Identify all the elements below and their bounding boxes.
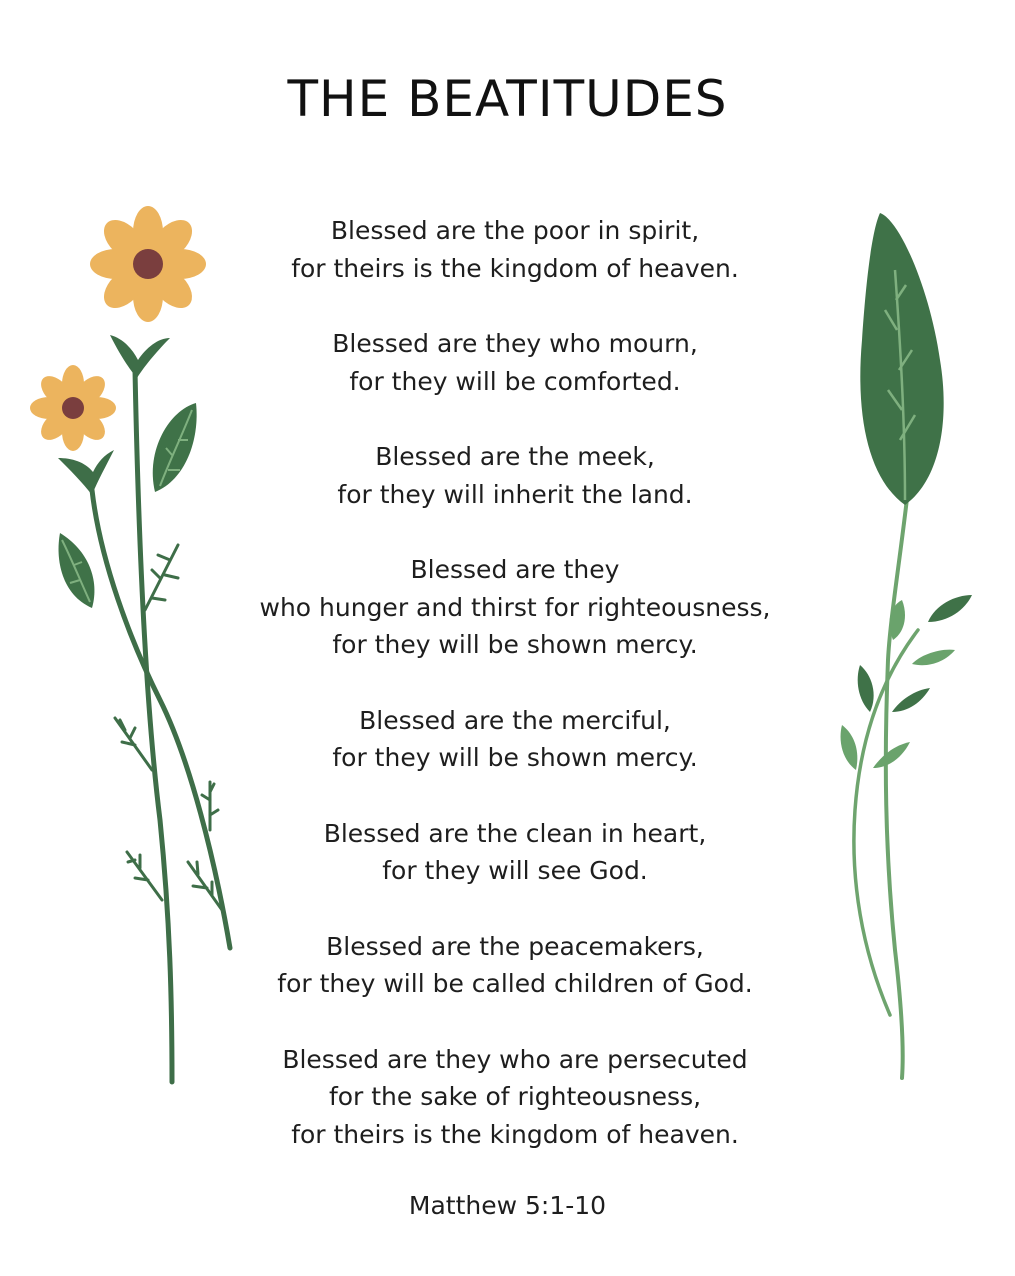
- verse-line: Blessed are the peacemakers,: [326, 931, 704, 961]
- verse-line: for the sake of righteousness,: [328, 1082, 702, 1111]
- small-leaf: [873, 742, 910, 768]
- verse-line: for they will be shown mercy.: [332, 743, 698, 772]
- verse-line: who hunger and thirst for righteousness,: [259, 592, 771, 622]
- verse-line: Blessed are the meek,: [375, 442, 655, 471]
- verse-line: Blessed are the poor in spirit,: [330, 216, 700, 245]
- small-flower-sepal: [58, 450, 114, 495]
- verse-line: for theirs is the kingdom of heaven.: [291, 1119, 739, 1149]
- left-tall-flower: [90, 206, 206, 1082]
- beatitudes-list: [215, 212, 815, 1191]
- left-twigs: [115, 545, 222, 910]
- verse-line: for they will be shown mercy.: [332, 630, 698, 659]
- verse-line: Blessed are the clean in heart,: [323, 818, 707, 848]
- verse: [215, 551, 815, 664]
- small-leaf: [841, 725, 858, 770]
- verse-line: Blessed are the merciful,: [359, 705, 671, 735]
- right-large-leaf: [860, 213, 943, 1078]
- verse: [215, 325, 815, 400]
- verse-line: for they will see God.: [382, 856, 648, 885]
- verse: [215, 702, 815, 777]
- small-leaf: [912, 650, 955, 666]
- right-leafy-branch: [841, 595, 972, 1015]
- verse: [215, 438, 815, 513]
- scripture-citation: Matthew 5:1-10: [408, 1191, 607, 1220]
- verse: [215, 815, 815, 890]
- small-leaf: [858, 665, 874, 712]
- large-leaf-blade: [860, 213, 943, 505]
- verse: [215, 1041, 815, 1154]
- verse-line: Blessed are they who are persecuted: [282, 1044, 748, 1074]
- small-flower-stem: [92, 490, 230, 948]
- verse: [215, 212, 815, 287]
- tall-flower-sepal: [110, 335, 170, 378]
- small-leaf: [928, 595, 972, 622]
- verse-line: for they will be called children of God.: [277, 969, 753, 998]
- small-flower-center: [62, 397, 84, 419]
- large-leaf-stem: [886, 490, 908, 1078]
- verse-line: for they will be comforted.: [349, 366, 681, 396]
- large-flower-center: [133, 249, 163, 279]
- verse-line: for theirs is the kingdom of heaven.: [291, 253, 739, 283]
- page-title: THE BEATITUDES: [287, 70, 728, 128]
- verse-line: Blessed are they: [410, 555, 620, 584]
- verse-line: Blessed are they who mourn,: [332, 329, 698, 358]
- verse-line: for they will inherit the land.: [337, 479, 693, 509]
- small-leaf: [892, 688, 930, 712]
- verse: [215, 928, 815, 1003]
